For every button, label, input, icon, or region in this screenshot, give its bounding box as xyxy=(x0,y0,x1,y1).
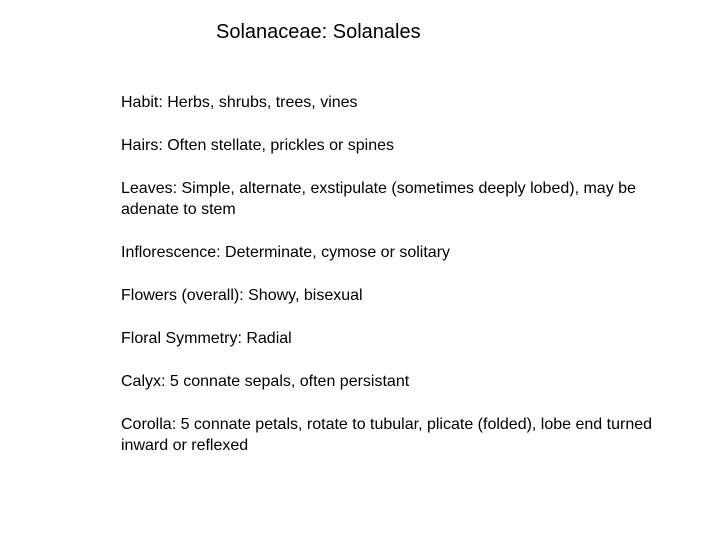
list-item-habit: Habit: Herbs, shrubs, trees, vines xyxy=(121,94,358,111)
characteristics-list xyxy=(121,92,691,478)
list-item-inflorescence: Inflorescence: Determinate, cymose or solitary xyxy=(121,244,451,261)
list-item-leaves: Leaves: Simple, alternate, exstipulate (sometimes deeply lobed), may be adenate to stem xyxy=(121,180,636,218)
list-item-calyx: Calyx: 5 connate sepals, often persistant xyxy=(121,373,410,390)
list-item-floral-symmetry: Floral Symmetry: Radial xyxy=(121,330,292,347)
list-item-corolla: Corolla: 5 connate petals, rotate to tubular, plicate (folded), lobe end turned inward or reflexed xyxy=(121,416,653,454)
list-item-flowers: Flowers (overall): Showy, bisexual xyxy=(121,287,363,304)
slide-title: Solanaceae: Solanales xyxy=(216,21,421,43)
list-item-hairs: Hairs: Often stellate, prickles or spines xyxy=(121,137,394,154)
